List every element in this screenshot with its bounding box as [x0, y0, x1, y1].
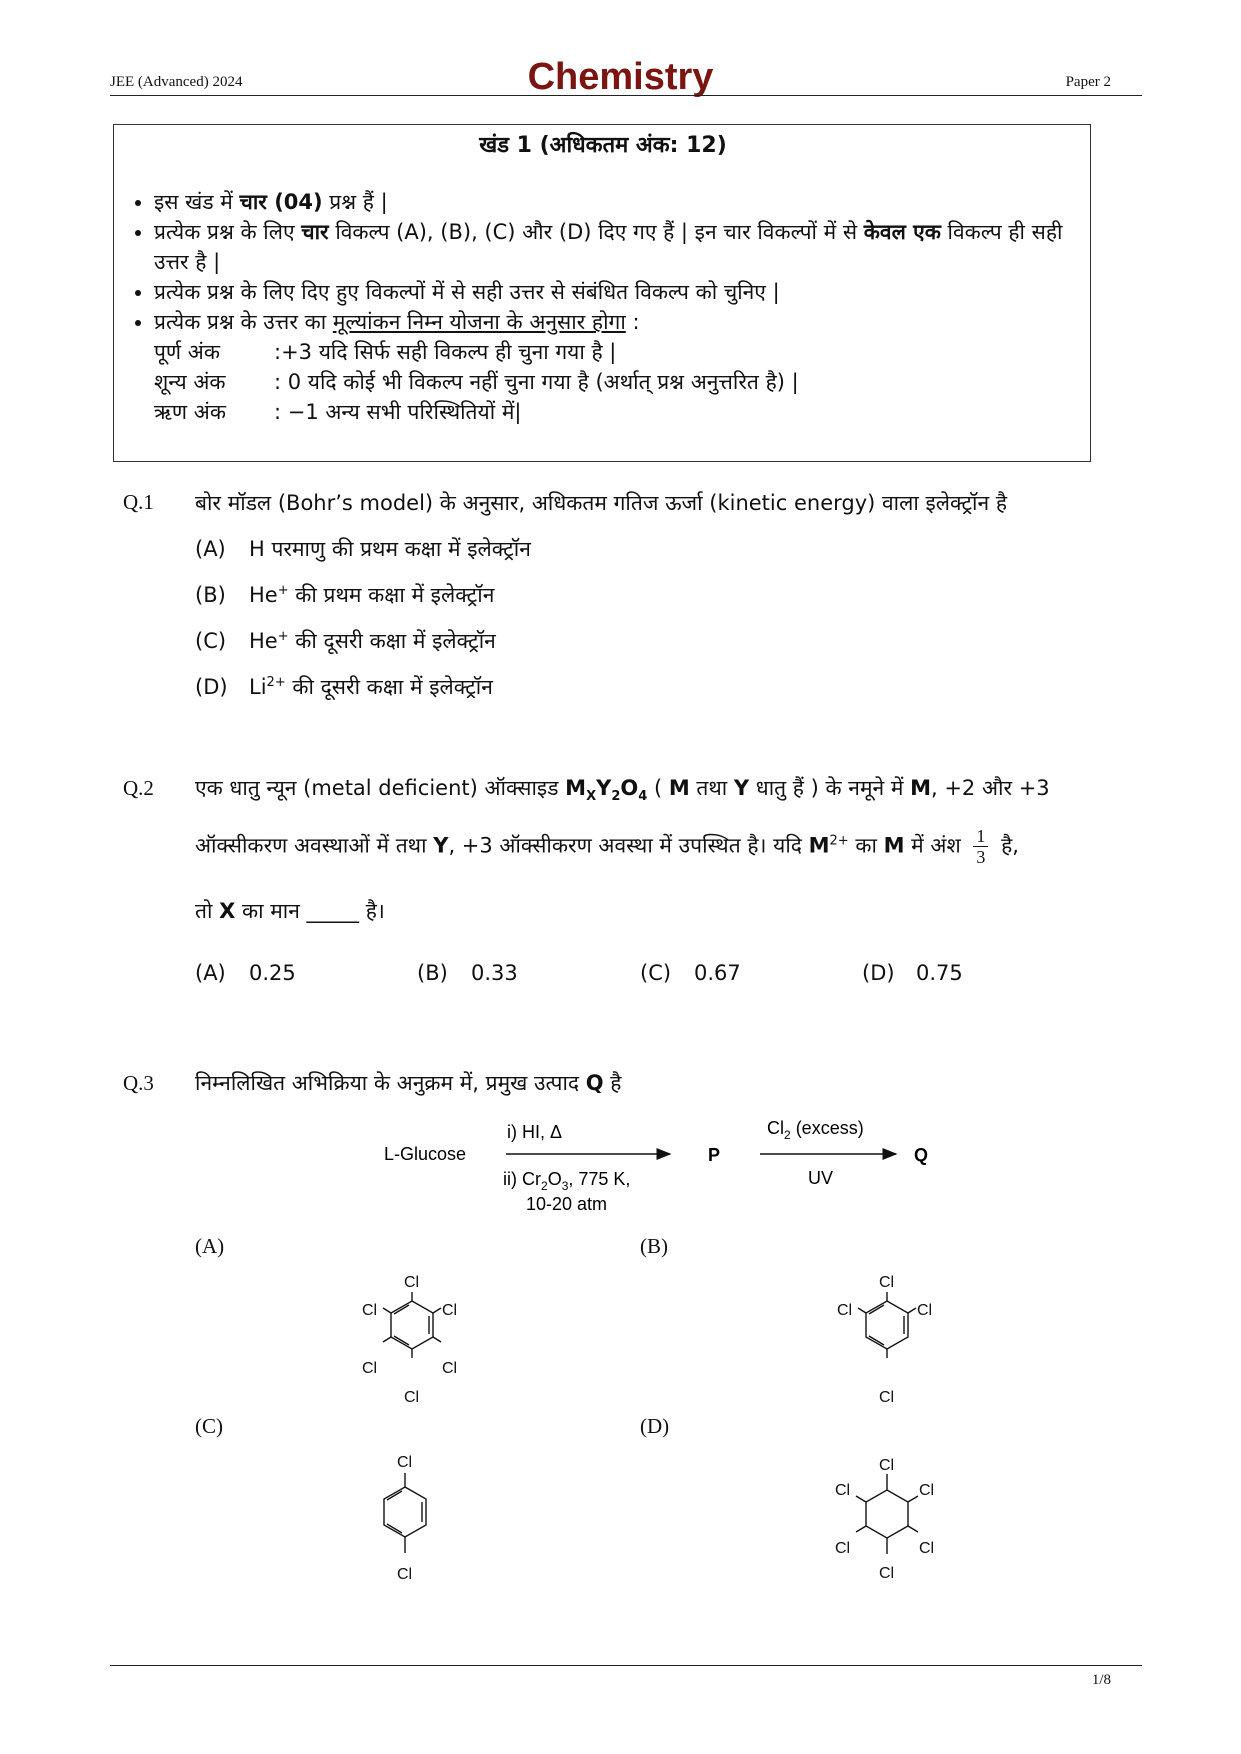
text-bold: M — [910, 776, 931, 800]
text-underline: मूल्यांकन निम्न योजना के अनुसार होगा — [332, 310, 626, 334]
option-b[interactable] — [195, 581, 494, 609]
cl-label: Cl — [879, 1565, 895, 1582]
text: धातु हैं ) के नमूने में — [749, 776, 911, 800]
option-b-label[interactable]: (B) — [640, 1234, 668, 1258]
cl-label: Cl — [442, 1360, 458, 1377]
text-bold: Y — [433, 833, 449, 858]
text: का मान _____ है। — [235, 899, 385, 923]
text-bold: M — [808, 833, 830, 858]
question-text-line3 — [195, 897, 385, 925]
formula: $M_XY_2O_4$ — [565, 776, 648, 805]
option-a[interactable] — [195, 961, 296, 985]
step1-condition: ii) $Cr_2O_3$, 775 K, — [503, 1169, 631, 1193]
option-label: (B) — [417, 961, 448, 985]
reaction-scheme — [0, 1100, 1241, 1220]
intermediate-label: P — [708, 1145, 721, 1165]
section-title: खंड 1 (अधिकतम अंक: 12) — [479, 133, 727, 158]
text: प्रत्येक प्रश्न के उत्तर का — [154, 310, 333, 334]
question-number: Q.1 — [123, 490, 154, 514]
option-label: (A) — [195, 537, 226, 561]
text-bold: X — [219, 899, 236, 923]
text: प्रत्येक प्रश्न के लिए — [154, 220, 302, 244]
marks-label: शून्य अंक — [154, 370, 226, 394]
text-bold: Q — [585, 1071, 604, 1095]
option-label: (C) — [640, 961, 672, 985]
charge: 2+ — [266, 675, 286, 690]
cl-label: Cl — [397, 1566, 413, 1583]
product-label: Q — [914, 1145, 929, 1165]
option-label: (D) — [862, 961, 895, 985]
option-label: (C) — [195, 629, 227, 653]
structure-dichlorobenzene — [330, 1450, 480, 1600]
fraction: $\frac{1}{3}$ — [973, 826, 988, 867]
cl-label: Cl — [442, 1302, 458, 1319]
marks-row-zero — [154, 367, 1079, 397]
question-number: Q.2 — [123, 776, 154, 800]
text: ऑक्सीकरण अवस्थाओं में तथा — [195, 833, 434, 858]
marking-scheme — [154, 337, 1079, 427]
option-text: की दूसरी कक्षा में इलेक्ट्रॉन — [288, 629, 496, 653]
charge: 2+ — [829, 833, 849, 849]
cl-label: Cl — [362, 1360, 378, 1377]
option-text: की दूसरी कक्षा में इलेक्ट्रॉन — [285, 675, 493, 699]
charge: + — [277, 583, 289, 598]
text: है, — [994, 833, 1019, 858]
instruction-item: • प्रत्येक प्रश्न के लिए दिए हुए विकल्पों में से सही उत्तर से संबंधित विकल्प को चुनिए | — [154, 277, 1079, 307]
exam-name: JEE (Advanced) 2024 — [110, 74, 243, 90]
reactant-label: L-Glucose — [384, 1144, 467, 1164]
text: , +2 और +3 — [930, 776, 1050, 800]
question-text-line1 — [195, 774, 1125, 804]
option-label: (B) — [195, 583, 226, 607]
text: में अंश — [904, 833, 968, 858]
option-d[interactable] — [862, 961, 963, 985]
option-text: की प्रथम कक्षा में इलेक्ट्रॉन — [288, 583, 495, 607]
text: विकल्प ही सही उत्तर है | — [154, 220, 1063, 274]
cl-label: Cl — [919, 1540, 935, 1557]
question-text-line2 — [195, 826, 1125, 867]
text-bold: चार (04) — [239, 190, 323, 214]
section-instructions-box — [113, 124, 1091, 462]
question-text — [195, 1069, 621, 1097]
text-bold: केवल एक — [863, 220, 941, 244]
marks-value: : −1 अन्य सभी परिस्थितियों में| — [274, 400, 522, 424]
footer-divider — [110, 1665, 1142, 1666]
instruction-item — [154, 307, 1079, 427]
option-b[interactable] — [417, 961, 518, 985]
paper-number: Paper 2 — [1065, 74, 1111, 90]
species: Li — [249, 675, 267, 699]
cl-label: Cl — [397, 1454, 413, 1471]
cl-label: Cl — [837, 1302, 853, 1319]
marks-label: पूर्ण अंक — [154, 340, 220, 364]
cl-label: Cl — [917, 1302, 933, 1319]
text-bold: चार — [301, 220, 329, 244]
marks-row-negative — [154, 397, 1079, 427]
option-label: (D) — [195, 675, 228, 699]
cl-label: Cl — [404, 1274, 420, 1291]
text: प्रश्न हैं | — [322, 190, 388, 214]
step2-reagent: $Cl_2$ (excess) — [767, 1118, 864, 1142]
species: He — [249, 583, 278, 607]
text: : — [625, 310, 640, 334]
structure-tetrachlorobenzene — [805, 1270, 955, 1410]
cl-label: Cl — [835, 1482, 851, 1499]
option-a[interactable] — [195, 535, 531, 563]
species: He — [249, 629, 278, 653]
option-text: 0.25 — [249, 961, 296, 985]
option-d-label[interactable]: (D) — [640, 1414, 670, 1438]
text: तथा — [689, 776, 734, 800]
cl-label: Cl — [404, 1389, 420, 1406]
step1-condition2: 10-20 atm — [526, 1194, 608, 1214]
text: है — [603, 1071, 622, 1095]
cl-label: Cl — [879, 1457, 895, 1474]
option-c[interactable] — [640, 961, 741, 985]
cl-label: Cl — [919, 1482, 935, 1499]
charge: + — [277, 629, 289, 644]
option-d[interactable] — [195, 673, 493, 701]
question-number: Q.3 — [123, 1071, 154, 1095]
option-a-label[interactable]: (A) — [195, 1234, 225, 1258]
marks-value: : 0 यदि कोई भी विकल्प नहीं चुना गया है (अर्थात् प्रश्न अनुत्तरित है) | — [274, 370, 799, 394]
instruction-list — [124, 187, 1079, 427]
cl-label: Cl — [879, 1274, 895, 1291]
structure-hexachlorobenzene — [330, 1270, 480, 1410]
text: ( — [647, 776, 669, 800]
page-number: 1/8 — [1091, 1672, 1111, 1688]
text: इस खंड में — [154, 190, 240, 214]
option-text: 0.67 — [694, 961, 741, 985]
text: का — [848, 833, 884, 858]
cl-label: Cl — [879, 1389, 895, 1406]
instruction-item — [154, 187, 1079, 217]
option-c-label[interactable]: (C) — [195, 1414, 223, 1438]
text: विकल्प (A), (B), (C) और (D) दिए गए हैं | इन चार विकल्पों में से — [328, 220, 864, 244]
header-divider — [110, 95, 1142, 96]
option-text: H परमाणु की प्रथम कक्षा में इलेक्ट्रॉन — [249, 537, 531, 561]
instruction-item — [154, 217, 1079, 277]
text: निम्नलिखित अभिक्रिया के अनुक्रम में, प्रमुख उत्पाद — [195, 1071, 586, 1095]
option-text: 0.33 — [471, 961, 518, 985]
cl-label: Cl — [835, 1540, 851, 1557]
text: एक धातु न्यून (metal deficient) ऑक्साइड — [195, 776, 566, 800]
text: तो — [195, 899, 220, 923]
step2-condition: UV — [808, 1168, 834, 1188]
question-text: बोर मॉडल (Bohr’s model) के अनुसार, अधिकतम गतिज ऊर्जा (kinetic energy) वाला इलेक्ट्रॉन है — [195, 491, 1007, 515]
structure-hexachlorocyclohexane — [805, 1450, 955, 1600]
option-label: (A) — [195, 961, 226, 985]
text-bold: Y — [733, 776, 750, 800]
marks-label: ऋण अंक — [154, 400, 226, 424]
cl-label: Cl — [362, 1302, 378, 1319]
marks-value: :+3 यदि सिर्फ सही विकल्प ही चुना गया है | — [274, 340, 617, 364]
option-c[interactable] — [195, 627, 496, 655]
marks-row-full — [154, 337, 1079, 367]
subject-title: Chemistry — [527, 56, 714, 98]
text-bold: M — [883, 833, 905, 858]
text-bold: M — [668, 776, 690, 800]
step1-reagent: i) HI, Δ — [507, 1122, 563, 1142]
option-text: 0.75 — [916, 961, 963, 985]
text: , +3 ऑक्सीकरण अवस्था में उपस्थित है। यदि — [448, 833, 809, 858]
